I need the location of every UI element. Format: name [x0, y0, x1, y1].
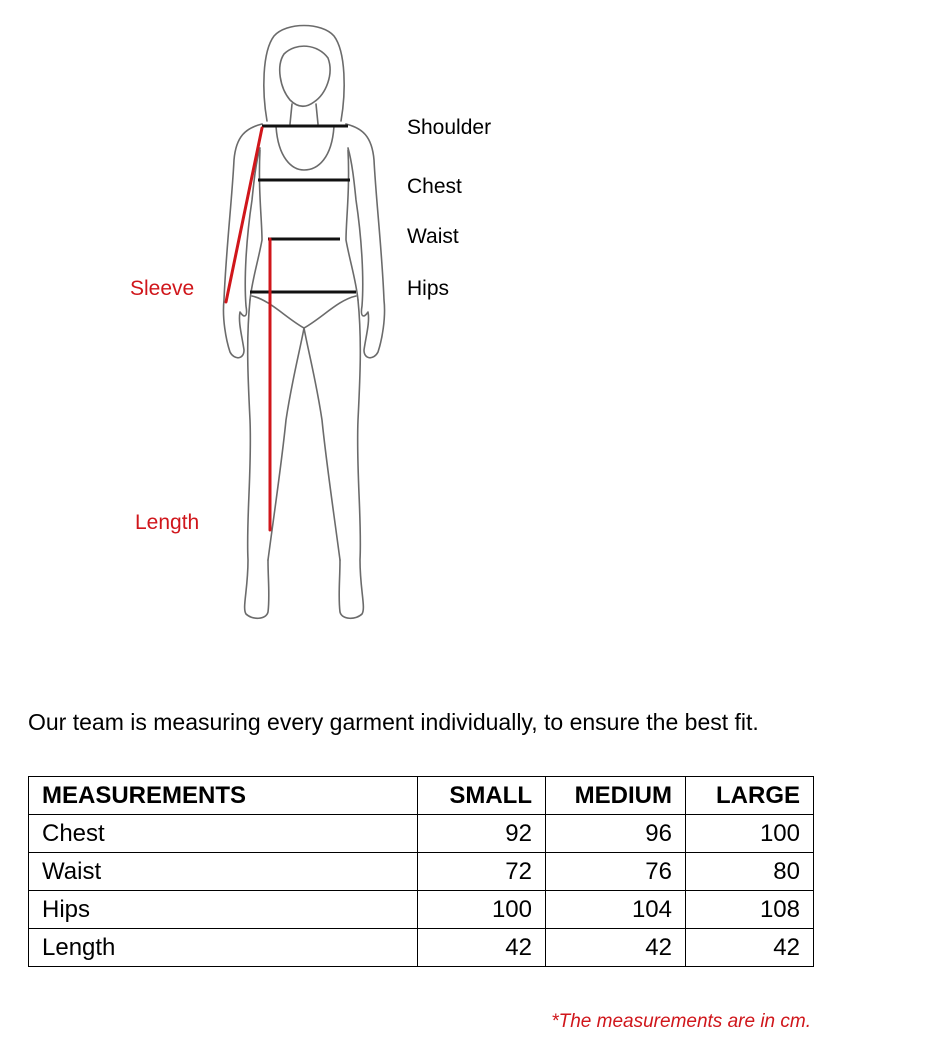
row-label-waist: Waist	[29, 853, 418, 891]
cell-chest-large: 100	[686, 815, 814, 853]
length-label: Length	[135, 511, 200, 534]
face-outline	[280, 46, 330, 106]
header-measurements: MEASUREMENTS	[29, 777, 418, 815]
right-arm-outline	[346, 124, 385, 358]
left-leg-outline	[245, 300, 269, 618]
chest-label: Chest	[407, 175, 462, 198]
shoulder-label: Shoulder	[407, 116, 492, 139]
row-label-length: Length	[29, 929, 418, 967]
sleeve-label: Sleeve	[130, 277, 195, 300]
table-row	[29, 891, 814, 929]
cell-hips-small: 100	[418, 891, 546, 929]
table-header-row	[29, 777, 814, 815]
cell-length-large: 42	[686, 929, 814, 967]
neckline-outline	[276, 126, 334, 170]
table-row	[29, 815, 814, 853]
cell-chest-medium: 96	[546, 815, 686, 853]
cell-length-medium: 42	[546, 929, 686, 967]
units-note: *The measurements are in cm.	[551, 1011, 811, 1032]
cell-waist-small: 72	[418, 853, 546, 891]
table-row	[29, 929, 814, 967]
cell-chest-small: 92	[418, 815, 546, 853]
table-row	[29, 853, 814, 891]
cell-hips-medium: 104	[546, 891, 686, 929]
inner-legs-outline	[268, 328, 340, 560]
header-small: SMALL	[418, 777, 546, 815]
cell-hips-large: 108	[686, 891, 814, 929]
cell-length-small: 42	[418, 929, 546, 967]
intro-text: Our team is measuring every garment individually, to ensure the best fit.	[28, 709, 759, 735]
briefs-outline	[252, 296, 356, 328]
cell-waist-medium: 76	[546, 853, 686, 891]
header-medium: MEDIUM	[546, 777, 686, 815]
right-leg-outline	[339, 300, 363, 618]
sleeve-measure-line	[226, 128, 262, 302]
hips-label: Hips	[407, 277, 450, 300]
row-label-hips: Hips	[29, 891, 418, 929]
cell-waist-large: 80	[686, 853, 814, 891]
header-large: LARGE	[686, 777, 814, 815]
waist-label: Waist	[407, 225, 459, 248]
row-label-chest: Chest	[29, 815, 418, 853]
size-chart-table	[28, 776, 814, 967]
